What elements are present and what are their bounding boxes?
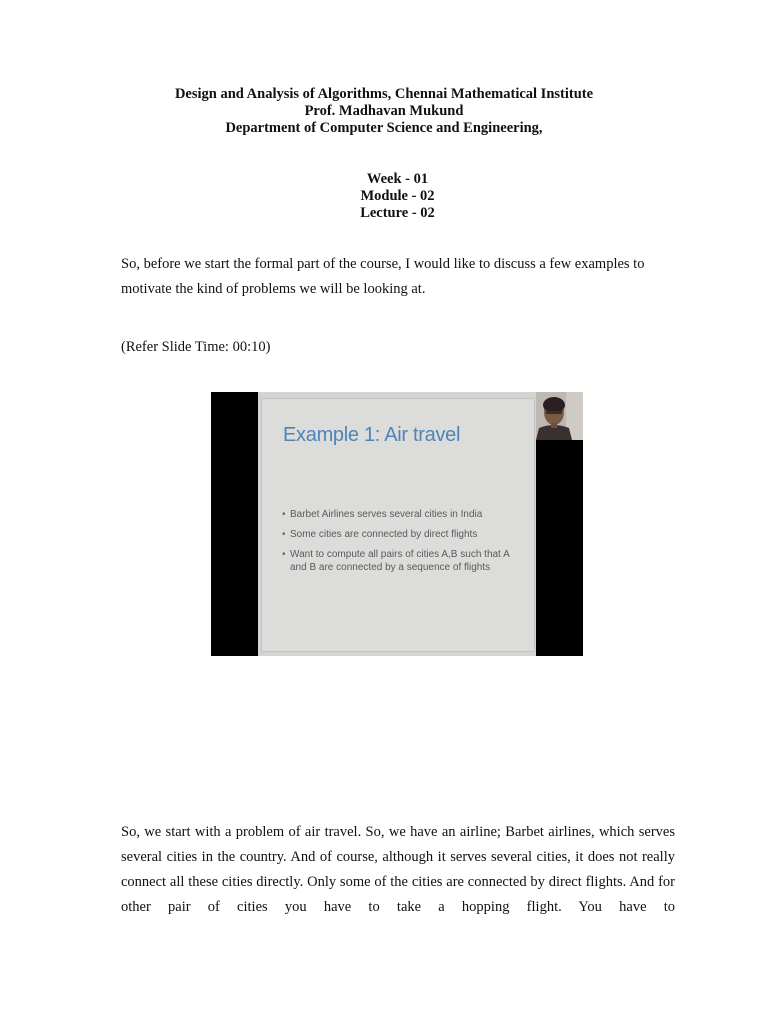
refer-slide-time: (Refer Slide Time: 00:10) [121, 339, 271, 355]
lecture-video-frame [211, 392, 583, 656]
slide-content [261, 398, 535, 652]
course-title: Design and Analysis of Algorithms, Chennai Mathematical Institute [174, 86, 594, 102]
person-webcam-icon [536, 392, 583, 440]
lecture-info [0, 171, 768, 222]
slide-bullet: • Some cities are connected by direct flights [282, 528, 522, 541]
department-name: Department of Computer Science and Engineering, [225, 120, 543, 136]
slide [258, 392, 536, 656]
module-label: Module - 02 [360, 188, 435, 204]
slide-title: Example 1: Air travel [283, 424, 461, 446]
body-paragraph: So, we start with a problem of air travel. So, we have an airline; Barbet airlines, which serves several cities in the country. And of course, although it serves several cities, it does not really connect all these cities directly. Only some of the cities are connected by direct flights. And for other pair of cities you have to take a hopping flight. You have to [121, 824, 675, 915]
slide-bullet: • Barbet Airlines serves several cities in India [282, 508, 522, 521]
intro-paragraph: So, before we start the formal part of the course, I would like to discuss a few examples to motivate the kind of problems we will be looking at. [121, 256, 645, 297]
week-label: Week - 01 [366, 171, 429, 187]
lecture-label: Lecture - 02 [360, 205, 435, 221]
slide-bullet: • Want to compute all pairs of cities A,B such that A and B are connected by a sequence of flights [282, 548, 522, 574]
professor-name: Prof. Madhavan Mukund [304, 103, 464, 119]
document-header [0, 86, 768, 137]
slide-bullet-list [282, 508, 522, 581]
